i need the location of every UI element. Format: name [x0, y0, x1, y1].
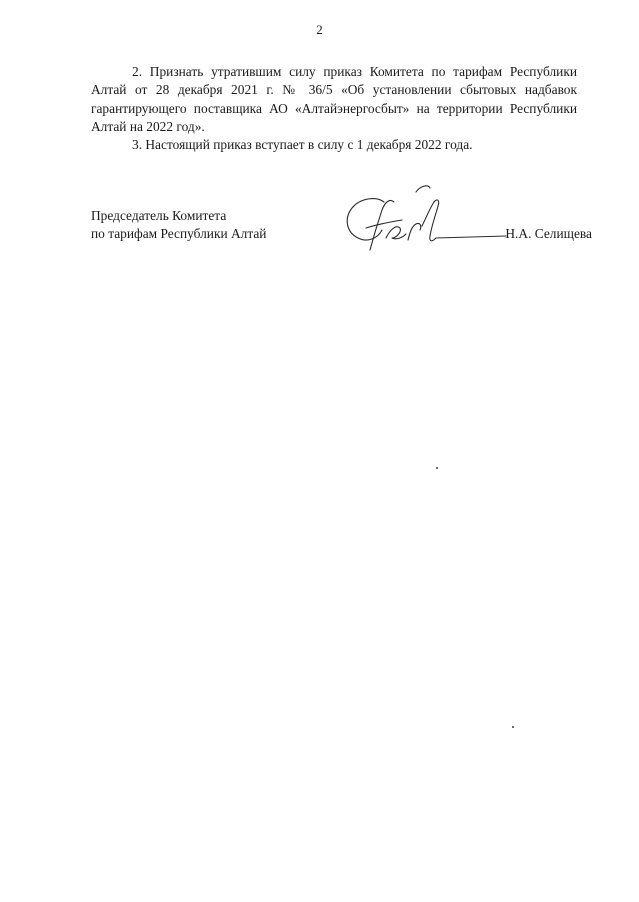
signer-name: Н.А. Селищева — [505, 226, 592, 241]
scan-speck — [436, 467, 438, 469]
signatory-title — [91, 207, 266, 242]
signatory-title-line-1: Председатель Комитета — [91, 208, 227, 223]
scan-speck — [512, 726, 514, 728]
paragraph-item-2: 2. Признать утратившим силу приказ Комитета по тарифам Республики Алтай от 28 декабря 2021 г. № 36/5 «Об установлении сбытовых надбавок гарантирующего поставщика АО «Алтайэнергосбыт» на территории Республики Алтай на 2022 год». — [91, 64, 577, 135]
handwritten-signature — [338, 180, 508, 262]
page-number: 2 — [316, 22, 323, 37]
paragraph-item-3: 3. Настоящий приказ вступает в силу с 1 декабря 2022 года. — [132, 137, 473, 152]
signatory-title-line-2: по тарифам Республики Алтай — [91, 225, 267, 241]
